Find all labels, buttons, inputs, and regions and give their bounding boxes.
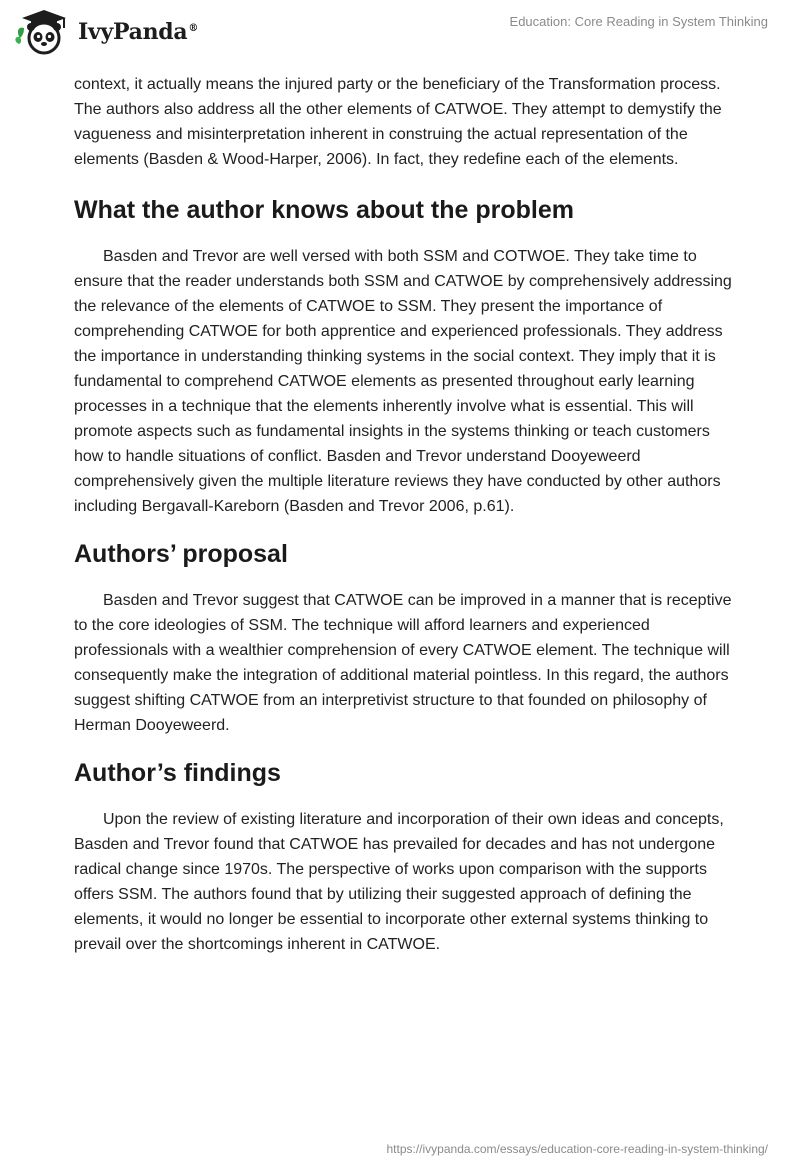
source-url[interactable]: https://ivypanda.com/essays/education-core-reading-in-system-thinking/ — [386, 1142, 768, 1156]
ivypanda-logo[interactable] — [14, 8, 198, 56]
article-body — [74, 72, 734, 957]
section-heading-author-knowledge: What the author knows about the problem — [74, 196, 574, 224]
section-heading-authors-findings: Author’s findings — [74, 759, 281, 787]
section-paragraph-author-knowledge: Basden and Trevor are well versed with both SSM and COTWOE. They take time to ensure that the reader understands both SSM and CATWOE by comprehensively addressing the relevance of the elements of CATWOE to SSM. They present the importance of comprehending CATWOE for both apprentice and experienced professionals. They address the importance in understanding thinking systems in the social context. They imply that it is fundamental to comprehend CATWOE elements as presented throughout early learning processes in a technique that the elements inherently involve what is essential. This will promote aspects such as fundamental insights in the systems thinking or teach customers how to handle situations of conflict. Basden and Trevor understand Dooyeweerd comprehensively given the multiple literature reviews they have conducted by other authors including Bergavall-Kareborn (Basden and Trevor 2006, p.61). — [74, 248, 732, 515]
brand-name: IvyPanda® — [78, 19, 199, 45]
section-paragraph-authors-proposal: Basden and Trevor suggest that CATWOE can be improved in a manner that is receptive to the core ideologies of SSM. The technique will afford learners and experienced professionals with a wealthier comprehension of every CATWOE element. The technique will consequently make the integration of additional material pointless. In this regard, the authors suggest shifting CATWOE from an interpretivist structure to that founded on philosophy of Herman Dooyeweerd. — [74, 592, 732, 734]
registered-mark: ® — [188, 22, 199, 34]
section-heading-authors-proposal: Authors’ proposal — [74, 540, 288, 568]
document-title: Education: Core Reading in System Thinking — [509, 14, 768, 29]
page-header — [0, 0, 800, 64]
intro-paragraph: context, it actually means the injured party or the beneficiary of the Transformation process. The authors also address all the other elements of CATWOE. They attempt to demystify the vagueness and misinterpretation inherent in construing the actual representation of the elements (Basden & Wood-Harper, 2006). In fact, they redefine each of the elements. — [74, 76, 722, 168]
panda-logo-icon — [14, 8, 72, 56]
section-paragraph-authors-findings: Upon the review of existing literature and incorporation of their own ideas and concepts, Basden and Trevor found that CATWOE has prevailed for decades and has not undergone radical change since 1970s. The perspective of works upon comparison with the supports offers SSM. The authors found that by utilizing their suggested approach of defining the elements, it would no longer be essential to incorporate other external systems thinking to prevail over the shortcomings inherent in CATWOE. — [74, 811, 724, 953]
